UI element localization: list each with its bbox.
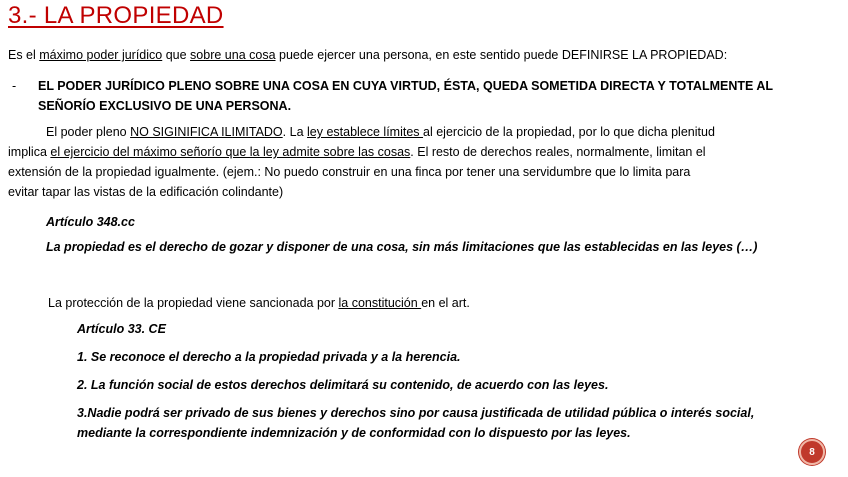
protection-underline: la constitución [338, 296, 422, 310]
explanation-underline: ley establece límites [307, 125, 424, 139]
explanation-line-4: evitar tapar las vistas de la edificación colindante) [8, 185, 284, 199]
article-348-text: La propiedad es el derecho de gozar y disponer de una cosa, sin más limitaciones que las establecidas en las leyes (…) [46, 240, 758, 254]
article-33-heading: Artículo 33. CE [77, 322, 166, 336]
explanation-line-3: extensión de la propiedad igualmente. (ejem.: No puedo construir en una finca por tener una servidumbre que lo limita para [8, 165, 691, 179]
definition-bullet: - [12, 79, 17, 93]
intro-underline-2: sobre una cosa [190, 48, 276, 62]
protection-paragraph [48, 293, 470, 313]
slide-title: 3.- LA PROPIEDAD [8, 2, 224, 29]
explanation-text: . El resto de derechos reales, normalmente, limitan el [410, 145, 706, 159]
explanation-text: al ejercicio de la propiedad, por lo que dicha plenitud [423, 125, 715, 139]
explanation-text: implica [8, 145, 51, 159]
article-33-item-3-line-2: mediante la correspondiente indemnización y de conformidad con lo dispuesto por las leyes. [77, 426, 631, 440]
article-33-item-2: 2. La función social de estos derechos delimitará su contenido, de acuerdo con las leyes. [77, 378, 609, 392]
explanation-text: El poder pleno [46, 125, 131, 139]
intro-text-1: Es el [8, 48, 40, 62]
explanation-underline: el ejercicio del máximo señorío que la ley admite sobre las cosas [50, 145, 411, 159]
explanation-text: . La [282, 125, 307, 139]
intro-text-3: puede ejercer una persona, en este sentido puede DEFINIRSE LA PROPIEDAD: [275, 48, 728, 62]
protection-text: en el art. [421, 296, 470, 310]
explanation-line-1 [46, 122, 715, 142]
article-33-item-3-line-1: 3.Nadie podrá ser privado de sus bienes y derechos sino por causa justificada de utilidad pública o interés social, [77, 406, 755, 420]
intro-text-2: que [162, 48, 191, 62]
intro-underline-1: máximo poder jurídico [39, 48, 163, 62]
definition-line-1: EL PODER JURÍDICO PLENO SOBRE UNA COSA EN CUYA VIRTUD, ÉSTA, QUEDA SOMETIDA DIRECTA Y TOTALMENTE AL [38, 79, 774, 93]
explanation-underline: NO SIGINIFICA ILIMITADO [130, 125, 283, 139]
page-number-badge: 8 [799, 439, 825, 465]
protection-text: La protección de la propiedad viene sancionada por [48, 296, 339, 310]
definition-line-2: SEÑORÍO EXCLUSIVO DE UNA PERSONA. [38, 99, 292, 113]
article-33-item-1: 1. Se reconoce el derecho a la propiedad privada y a la herencia. [77, 350, 461, 364]
explanation-line-2 [8, 142, 706, 162]
article-348-heading: Artículo 348.cc [46, 215, 135, 229]
intro-paragraph [8, 45, 727, 65]
